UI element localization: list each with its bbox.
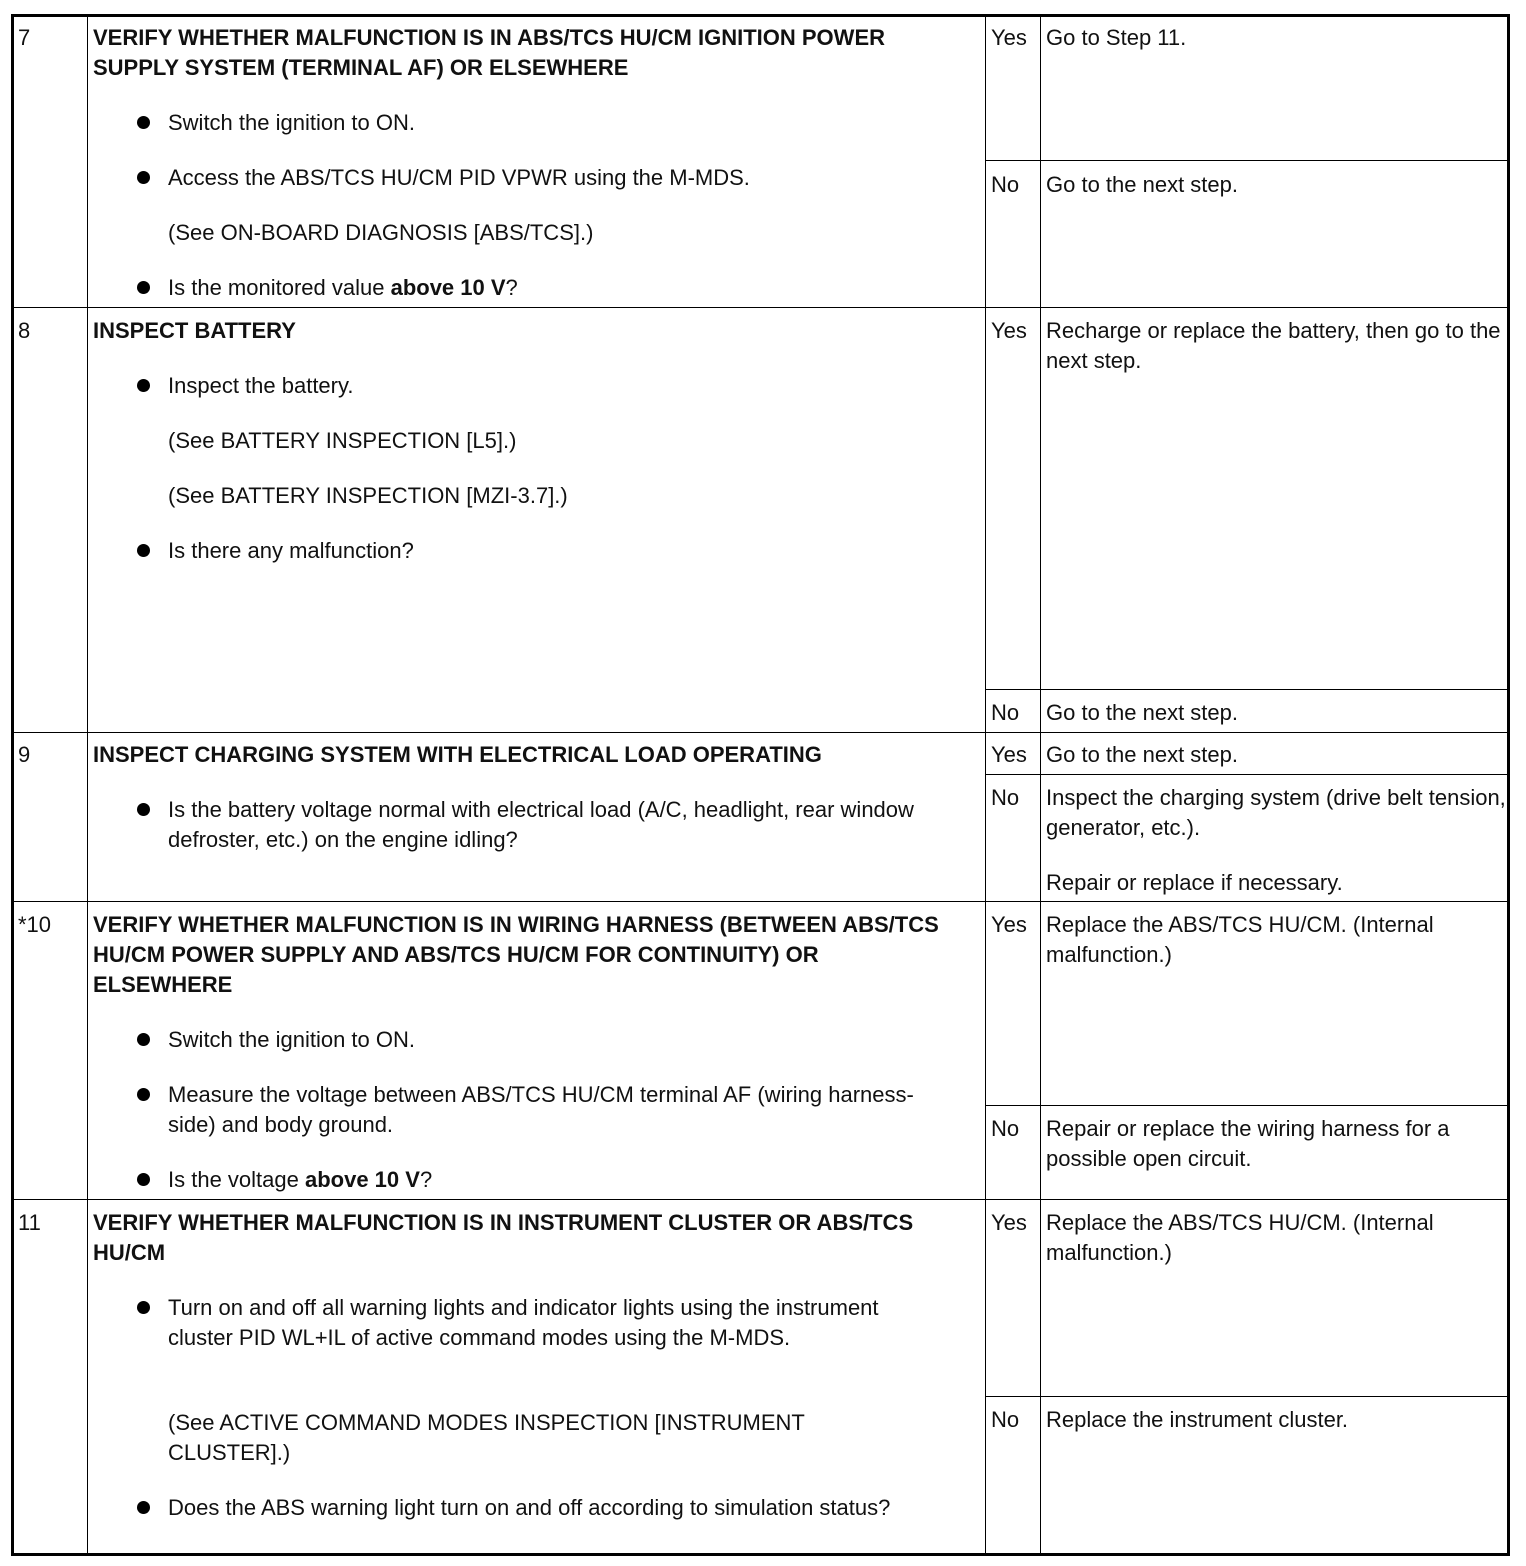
question-text: Is the voltage — [168, 1167, 305, 1192]
step-reference: (See BATTERY INSPECTION [MZI-3.7].) — [168, 483, 568, 508]
step-question — [168, 1165, 968, 1195]
no-action: Go to the next step. — [1046, 172, 1239, 197]
column-divider — [87, 14, 88, 1556]
row-divider — [11, 1199, 1510, 1200]
no-label: No — [991, 1407, 1020, 1432]
yes-action: Go to the next step. — [1046, 742, 1239, 767]
bullet-icon — [137, 116, 150, 129]
yes-action: Go to Step 11. — [1046, 25, 1187, 50]
step-reference: (See ACTIVE COMMAND MODES INSPECTION [INSTRUMENT CLUSTER].) — [168, 1410, 805, 1465]
step-title: VERIFY WHETHER MALFUNCTION IS IN ABS/TCS HU/CM IGNITION POWER SUPPLY SYSTEM (TERMINAL AF) OR ELSEWHERE — [93, 25, 885, 80]
column-divider — [1040, 14, 1041, 1556]
yes-no-divider — [985, 1396, 1510, 1397]
bullet-icon — [137, 281, 150, 294]
question-threshold: above 10 V — [304, 1167, 420, 1192]
step-question: Is there any malfunction? — [168, 538, 414, 563]
bullet-icon — [137, 1501, 150, 1514]
step-instruction: Turn on and off all warning lights and indicator lights using the instrument cluster PID WL+IL of active command modes using the M-MDS. — [168, 1295, 879, 1350]
bullet-icon — [137, 1173, 150, 1186]
step-instruction: Inspect the battery. — [168, 373, 354, 398]
step-instruction: Switch the ignition to ON. — [168, 110, 416, 135]
bullet-icon — [137, 171, 150, 184]
step-instruction: Measure the voltage between ABS/TCS HU/CM terminal AF (wiring harness-side) and body ground. — [168, 1082, 914, 1137]
step-title: VERIFY WHETHER MALFUNCTION IS IN WIRING HARNESS (BETWEEN ABS/TCS HU/CM POWER SUPPLY AND ABS/TCS HU/CM FOR CONTINUITY) OR ELSEWHERE — [93, 912, 939, 997]
step-number: 11 — [18, 1210, 41, 1235]
yes-label: Yes — [991, 912, 1027, 937]
column-divider — [985, 14, 986, 1556]
step-number: 8 — [18, 318, 31, 343]
step-title: VERIFY WHETHER MALFUNCTION IS IN INSTRUMENT CLUSTER OR ABS/TCS HU/CM — [93, 1210, 914, 1265]
yes-label: Yes — [991, 25, 1027, 50]
step-number: 7 — [18, 25, 31, 50]
row-divider — [11, 901, 1510, 902]
step-reference: (See ON-BOARD DIAGNOSIS [ABS/TCS].) — [168, 220, 594, 245]
step-question — [168, 273, 968, 303]
row-divider — [11, 732, 1510, 733]
yes-action: Replace the ABS/TCS HU/CM. (Internal malfunction.) — [1046, 912, 1434, 967]
step-title: INSPECT BATTERY — [93, 318, 296, 343]
step-number: 9 — [18, 742, 31, 767]
yes-no-divider — [985, 774, 1510, 775]
yes-label: Yes — [991, 742, 1027, 767]
no-label: No — [991, 785, 1020, 810]
question-text: Is the monitored value — [168, 275, 391, 300]
no-action: Go to the next step. — [1046, 700, 1239, 725]
yes-label: Yes — [991, 318, 1027, 343]
step-number: *10 — [18, 912, 52, 937]
no-action-note: Repair or replace if necessary. — [1046, 870, 1343, 895]
yes-no-divider — [985, 160, 1510, 161]
step-question: Is the battery voltage normal with electrical load (A/C, headlight, rear window defroster, etc.) on the engine idling? — [168, 797, 914, 852]
yes-no-divider — [985, 1105, 1510, 1106]
bullet-icon — [137, 544, 150, 557]
no-action: Repair or replace the wiring harness for a possible open circuit. — [1046, 1116, 1450, 1171]
step-title: INSPECT CHARGING SYSTEM WITH ELECTRICAL LOAD OPERATING — [93, 742, 822, 767]
yes-label: Yes — [991, 1210, 1027, 1235]
no-label: No — [991, 1116, 1020, 1141]
question-mark: ? — [505, 275, 518, 300]
no-action: Replace the instrument cluster. — [1046, 1407, 1349, 1432]
bullet-icon — [137, 1088, 150, 1101]
question-threshold: above 10 V — [390, 275, 506, 300]
row-divider — [11, 307, 1510, 308]
no-label: No — [991, 172, 1020, 197]
question-mark: ? — [419, 1167, 433, 1192]
yes-no-divider — [985, 689, 1510, 690]
bullet-icon — [137, 379, 150, 392]
no-label: No — [991, 700, 1020, 725]
yes-action: Recharge or replace the battery, then go to the next step. — [1046, 318, 1501, 373]
bullet-icon — [137, 803, 150, 816]
step-instruction: Switch the ignition to ON. — [168, 1027, 416, 1052]
step-instruction: Access the ABS/TCS HU/CM PID VPWR using the M-MDS. — [168, 165, 750, 190]
step-question: Does the ABS warning light turn on and off according to simulation status? — [168, 1495, 891, 1520]
no-action: Inspect the charging system (drive belt tension, generator, etc.). — [1046, 785, 1506, 840]
bullet-icon — [137, 1033, 150, 1046]
step-reference: (See BATTERY INSPECTION [L5].) — [168, 428, 517, 453]
bullet-icon — [137, 1301, 150, 1314]
yes-action: Replace the ABS/TCS HU/CM. (Internal malfunction.) — [1046, 1210, 1434, 1265]
